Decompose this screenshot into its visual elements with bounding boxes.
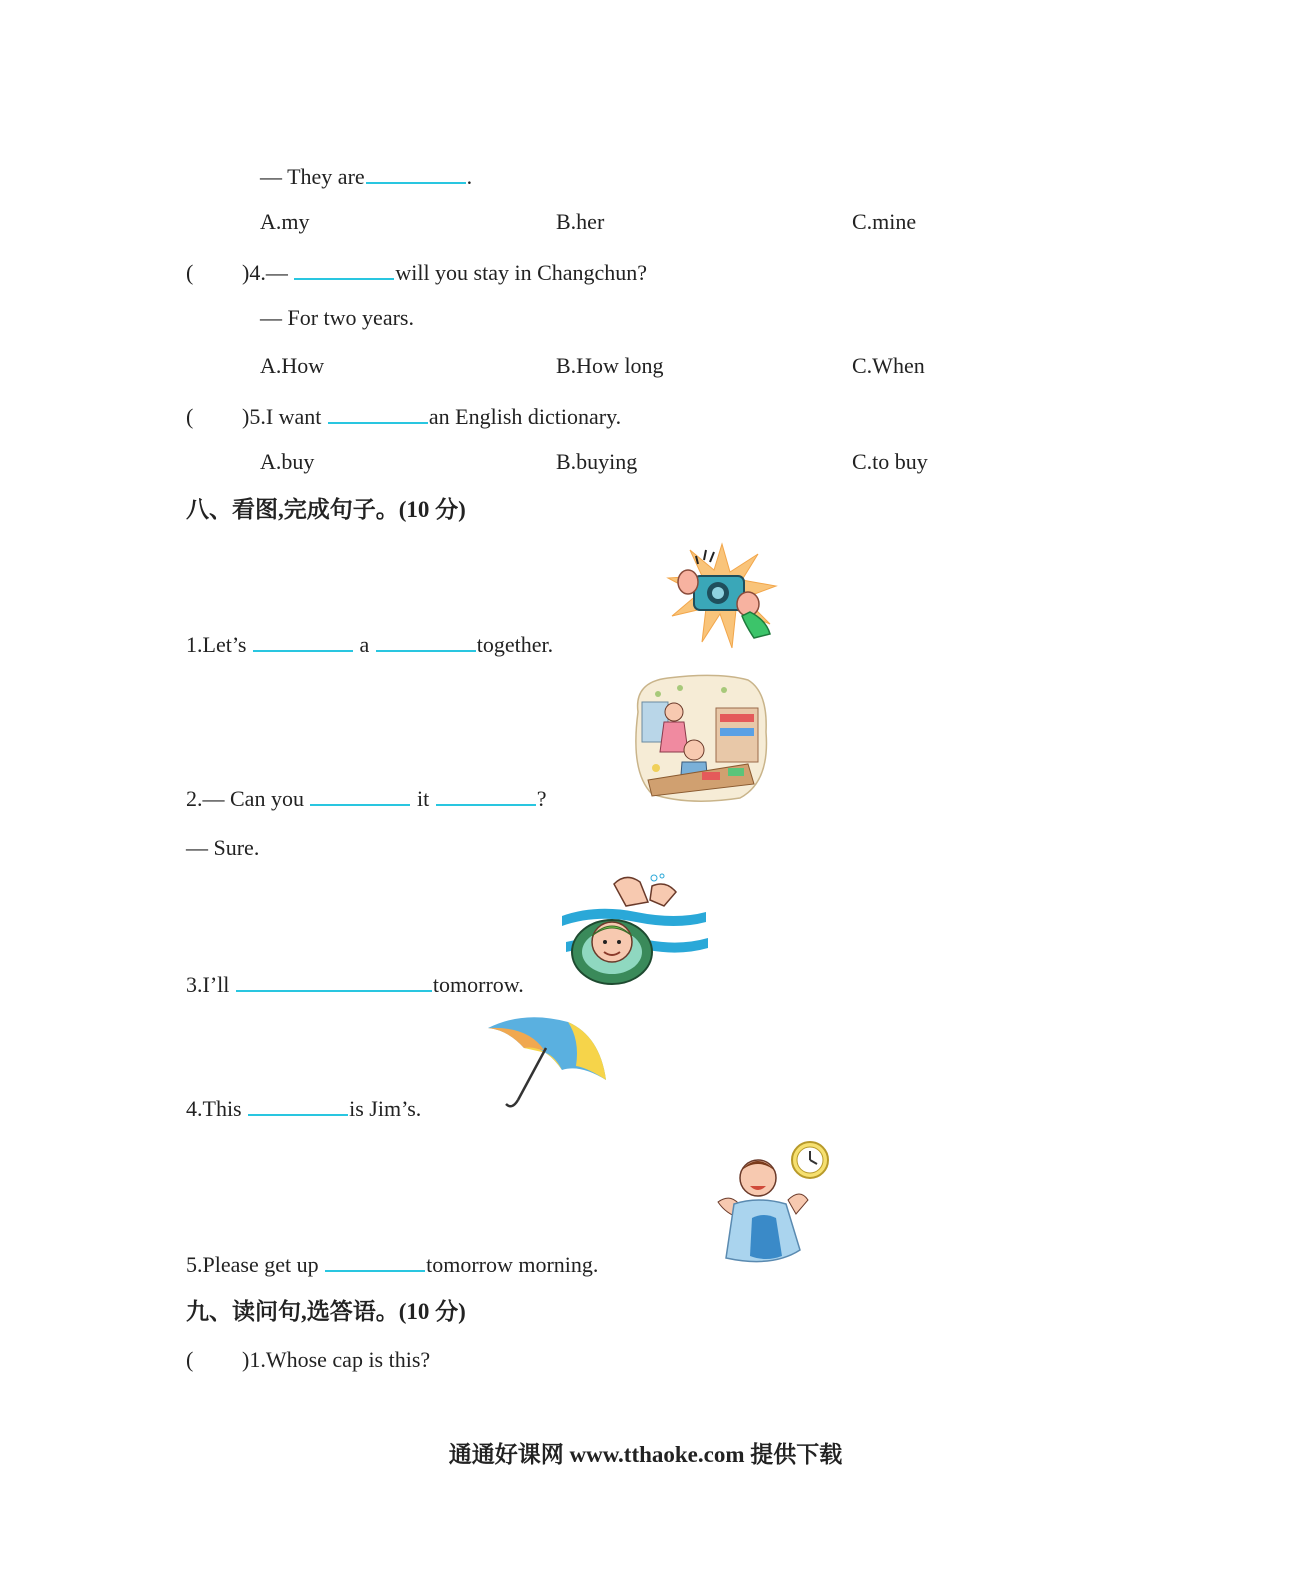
q4-stem [186,256,647,287]
q4-paren-open[interactable]: ( [186,260,194,285]
umbrella-icon [484,1014,610,1114]
section9-heading: 九、读问句,选答语。(10 分) [186,1299,466,1324]
q5-option-c: C.to buy [852,449,928,474]
boy-waking-clock-icon [712,1138,832,1270]
q4-option-c: C.When [852,353,925,378]
section9-q1-paren-open[interactable]: ( [186,1347,194,1372]
item2-blank-1[interactable] [310,782,410,806]
q4-blank[interactable] [294,256,394,280]
item5-before: 5.Please get up [186,1252,319,1277]
item2-blank-2[interactable] [436,782,536,806]
section8-heading: 八、看图,完成句子。(10 分) [186,497,466,522]
item1-blank-1[interactable] [253,628,353,652]
item3-blank[interactable] [236,968,432,992]
q5-option-a: A.buy [260,449,315,474]
camera-picture [666,542,778,650]
q4-answer-line: — For two years. [260,305,414,330]
room-picture [628,672,770,804]
item3-before: 3.I’ll [186,972,230,997]
section9-q1 [186,1346,430,1374]
camera-icon [666,542,778,650]
item2-after: ? [536,786,547,811]
section8-item-1 [186,628,553,659]
q3-answer-text: — They are [260,164,365,189]
section8-item-2 [186,782,546,813]
q5-option-b: B.buying [556,449,638,474]
q4-option-a: A.How [260,353,325,378]
item2-reply: — Sure. [186,835,260,860]
q3-answer-line [260,160,472,191]
section8-item-4 [186,1092,421,1123]
q4-number: )4.— [242,260,288,285]
wake-up-picture [712,1138,832,1270]
section9-q1-text: )1.Whose cap is this? [242,1347,431,1372]
umbrella-picture [484,1014,610,1114]
section8-item-3 [186,968,524,999]
item2-mid: it [416,786,430,811]
item4-after: is Jim’s. [349,1096,422,1121]
q3-answer-end: . [466,164,473,189]
item1-before: 1.Let’s [186,632,247,657]
messy-room-icon [628,672,770,804]
swimming-picture [556,872,712,992]
item5-blank[interactable] [325,1248,425,1272]
swimming-boy-icon [556,872,712,992]
item4-blank[interactable] [248,1092,348,1116]
item5-after: tomorrow morning. [426,1252,599,1277]
section8-item-5 [186,1248,598,1279]
q4-option-b: B.How long [556,353,664,378]
q3-blank[interactable] [366,160,466,184]
q5-stem-text: an English dictionary. [428,404,622,429]
item1-after: together. [476,632,554,657]
q5-paren-open[interactable]: ( [186,404,194,429]
item3-after: tomorrow. [432,972,524,997]
q3-option-b: B.her [556,209,605,234]
q5-number: )5.I want [242,404,322,429]
q3-option-a: A.my [260,209,310,234]
page-footer: 通通好课网 www.tthaoke.com 提供下载 [448,1442,843,1467]
q3-option-c: C.mine [852,209,917,234]
item2-before: 2.— Can you [186,786,304,811]
q5-stem [186,400,621,431]
item4-before: 4.This [186,1096,242,1121]
q5-blank[interactable] [328,400,428,424]
item1-mid: a [359,632,370,657]
q4-stem-text: will you stay in Changchun? [395,260,648,285]
item1-blank-2[interactable] [376,628,476,652]
